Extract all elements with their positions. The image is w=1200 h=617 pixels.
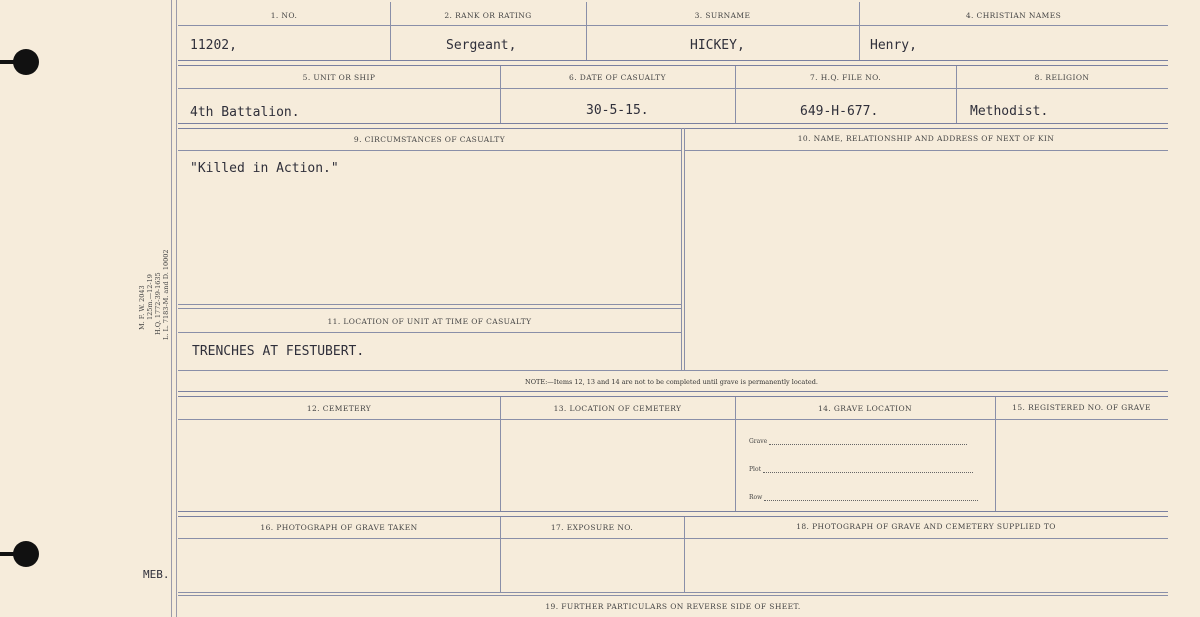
cemetery-location-label: 13. LOCATION OF CEMETERY <box>553 404 682 413</box>
note-text: NOTE:—Items 12, 13 and 14 are not to be completed until grave is permanently located. <box>525 378 818 386</box>
unit-label: 5. UNIT OR SHIP <box>302 73 376 82</box>
religion-value: Methodist. <box>970 104 1049 119</box>
row-label: Row <box>749 494 763 501</box>
photo-supplied-label: 18. PHOTOGRAPH OF GRAVE AND CEMETERY SUPPLIED TO <box>796 522 1056 531</box>
christian-names-label: 4. CHRISTIAN NAMES <box>965 11 1062 20</box>
punch-hole-top-tab <box>0 60 20 64</box>
location-label: 11. LOCATION OF UNIT AT TIME OF CASUALTY <box>327 317 532 326</box>
religion-label: 8. RELIGION <box>1034 73 1090 82</box>
unit-value: 4th Battalion. <box>190 105 300 120</box>
grave-line <box>749 438 967 445</box>
christian-names-value: Henry, <box>870 38 917 53</box>
photo-taken-label: 16. PHOTOGRAPH OF GRAVE TAKEN <box>260 523 418 532</box>
no-label: 1. NO. <box>270 11 298 20</box>
form-print-code-3: H.Q. 1772-39-1635 <box>154 272 162 335</box>
registered-no-label: 15. REGISTERED NO. OF GRAVE <box>1012 403 1151 412</box>
file-label: 7. H.Q. FILE NO. <box>809 73 882 82</box>
rank-value: Sergeant, <box>446 38 517 53</box>
plot-line <box>749 466 973 473</box>
date-value: 30-5-15. <box>586 103 649 118</box>
next-of-kin-label: 10. NAME, RELATIONSHIP AND ADDRESS OF NEXT OF KIN <box>797 134 1055 143</box>
exposure-label: 17. EXPOSURE NO. <box>550 523 634 532</box>
date-label: 6. DATE OF CASUALTY <box>569 73 666 82</box>
cemetery-label: 12. CEMETERY <box>306 404 372 413</box>
grave-location-label: 14. GRAVE LOCATION <box>817 404 913 413</box>
plot-label: Plot <box>749 466 761 473</box>
circumstances-value: "Killed in Action." <box>190 161 339 176</box>
location-value: TRENCHES AT FESTUBERT. <box>192 344 365 359</box>
rank-label: 2. RANK OR RATING <box>444 11 532 20</box>
row-line <box>749 494 978 501</box>
form-print-code-4: L. L. 7183-M. and D. 10002 <box>162 249 170 340</box>
circumstances-label: 9. CIRCUMSTANCES OF CASUALTY <box>353 135 506 144</box>
grave-label: Grave <box>749 438 768 445</box>
file-value: 649-H-677. <box>800 104 879 119</box>
form-print-code-1: M. F. W. 2043 <box>138 285 146 330</box>
surname-value: HICKEY, <box>690 38 745 53</box>
punch-hole-bottom-tab <box>0 552 20 556</box>
no-value: 11202, <box>190 38 237 53</box>
surname-label: 3. SURNAME <box>694 11 751 20</box>
form-print-code-2: 125m.—12-19 <box>146 274 154 320</box>
further-particulars-label: 19. FURTHER PARTICULARS ON REVERSE SIDE OF SHEET. <box>545 602 801 611</box>
clerk-initials: MEB. <box>143 568 170 581</box>
